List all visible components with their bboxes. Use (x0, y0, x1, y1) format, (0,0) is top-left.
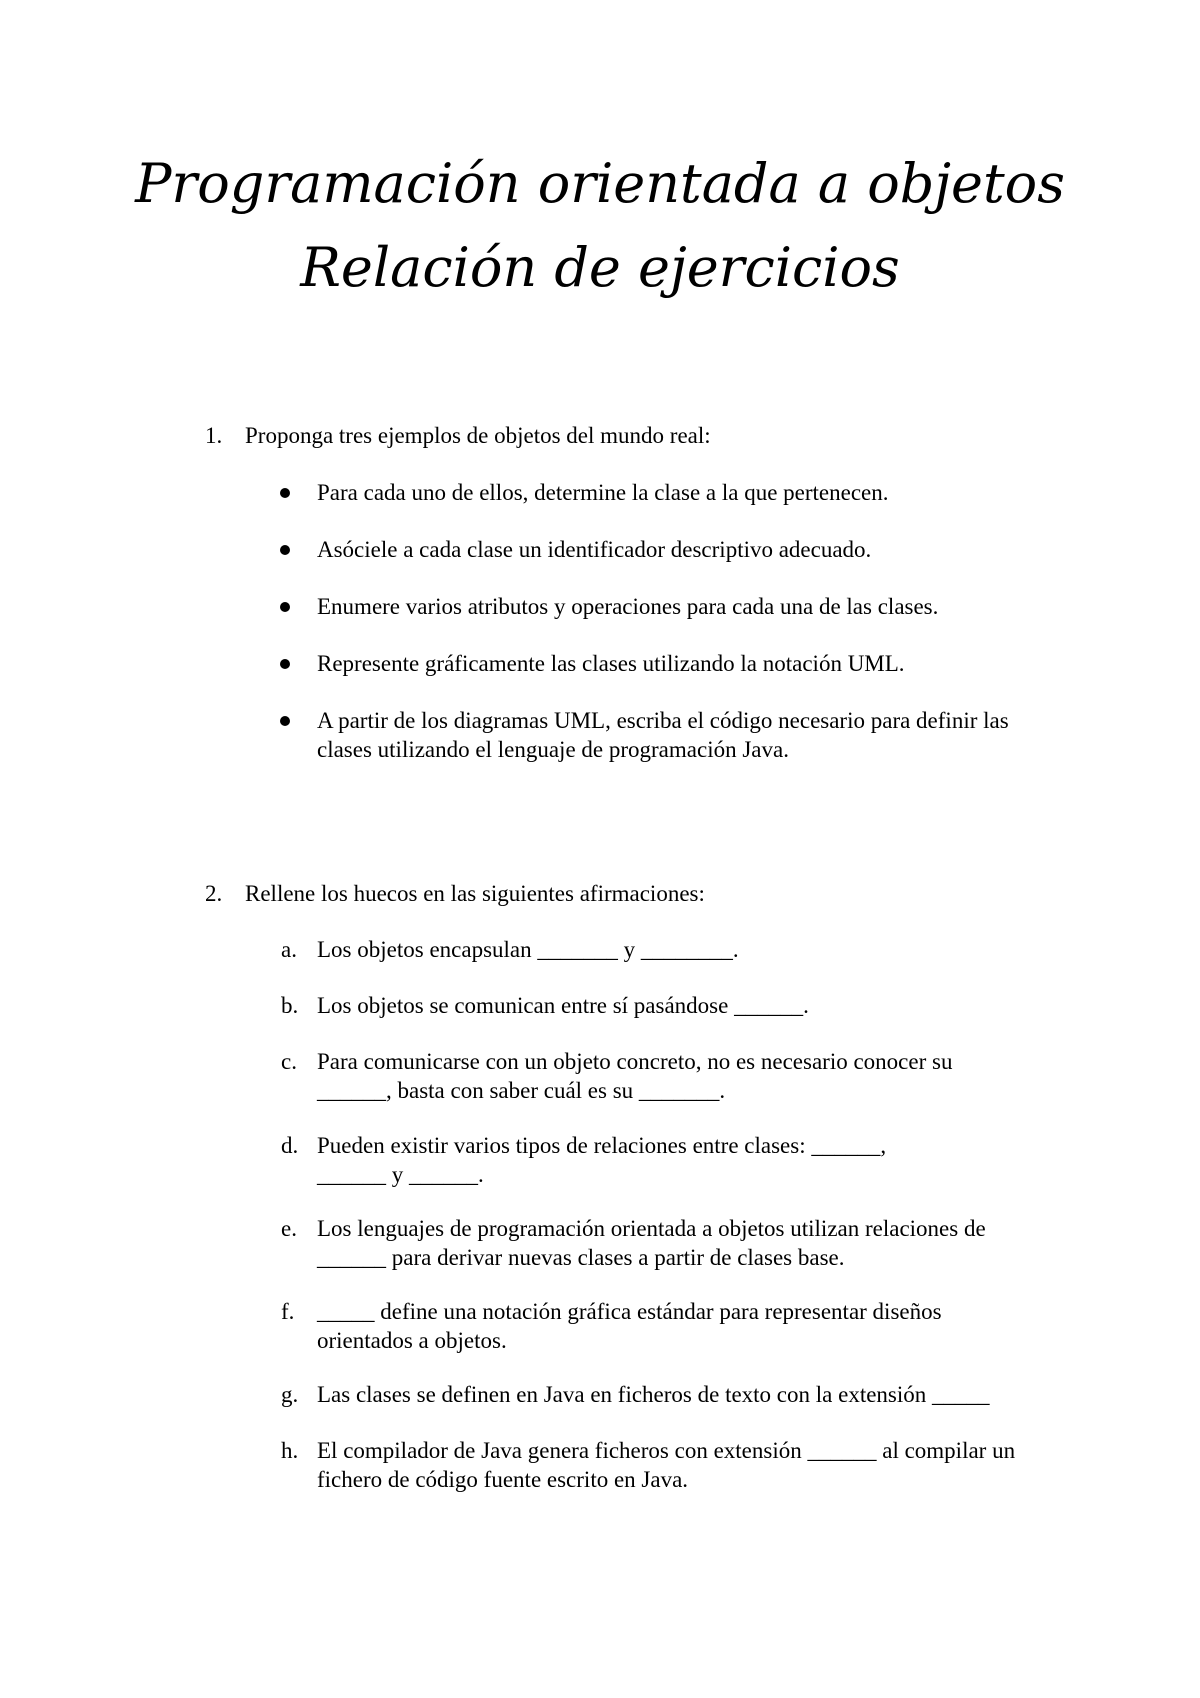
bullet-icon (280, 545, 290, 555)
list-item-text: A partir de los diagramas UML, escriba el código necesario para definir las clases utilizando el lenguaje de programación Java. (317, 708, 1009, 762)
exercise-number: 1. (205, 423, 223, 448)
bullet-icon (280, 659, 290, 669)
list-item-text: Los objetos se comunican entre sí pasándose ______. (317, 993, 809, 1018)
bullet-icon (280, 716, 290, 726)
item-letter: h. (281, 1438, 299, 1463)
list-item-text: Para comunicarse con un objeto concreto, no es necesario conocer su ______, basta con saber cuál es su _______. (317, 1049, 953, 1103)
item-letter: g. (281, 1382, 299, 1407)
exercise-number: 2. (205, 881, 223, 906)
item-letter: d. (281, 1133, 299, 1158)
list-item-text: Pueden existir varios tipos de relaciones entre clases: ______, ______ y ______. (317, 1133, 887, 1187)
list-item-text: Enumere varios atributos y operaciones para cada una de las clases. (317, 594, 939, 619)
list-item-text: Los objetos encapsulan _______ y ________. (317, 937, 739, 962)
bullet-icon (280, 488, 290, 498)
exercise-prompt: Proponga tres ejemplos de objetos del mundo real: (245, 423, 711, 448)
document-subtitle: Relación de ejercicios (300, 236, 900, 299)
item-letter: e. (281, 1216, 297, 1241)
bullet-icon (280, 602, 290, 612)
item-letter: b. (281, 993, 299, 1018)
list-item-text: Las clases se definen en Java en ficheros de texto con la extensión _____ (317, 1382, 990, 1407)
exercise-prompt: Rellene los huecos en las siguientes afirmaciones: (245, 881, 705, 906)
list-item-text: El compilador de Java genera ficheros con extensión ______ al compilar un fichero de código fuente escrito en Java. (317, 1438, 1016, 1492)
item-letter: f. (281, 1299, 295, 1324)
item-letter: c. (281, 1049, 297, 1074)
list-item-text: Asóciele a cada clase un identificador descriptivo adecuado. (317, 537, 872, 562)
document-title: Programación orientada a objetos (135, 152, 1065, 215)
list-item-text: Los lenguajes de programación orientada a objetos utilizan relaciones de ______ para derivar nuevas clases a partir de clases base. (317, 1216, 986, 1270)
list-item-text: _____ define una notación gráfica estándar para representar diseños orientados a objetos. (317, 1299, 942, 1353)
item-letter: a. (281, 937, 297, 962)
list-item-text: Represente gráficamente las clases utilizando la notación UML. (317, 651, 905, 676)
list-item-text: Para cada uno de ellos, determine la clase a la que pertenecen. (317, 480, 889, 505)
